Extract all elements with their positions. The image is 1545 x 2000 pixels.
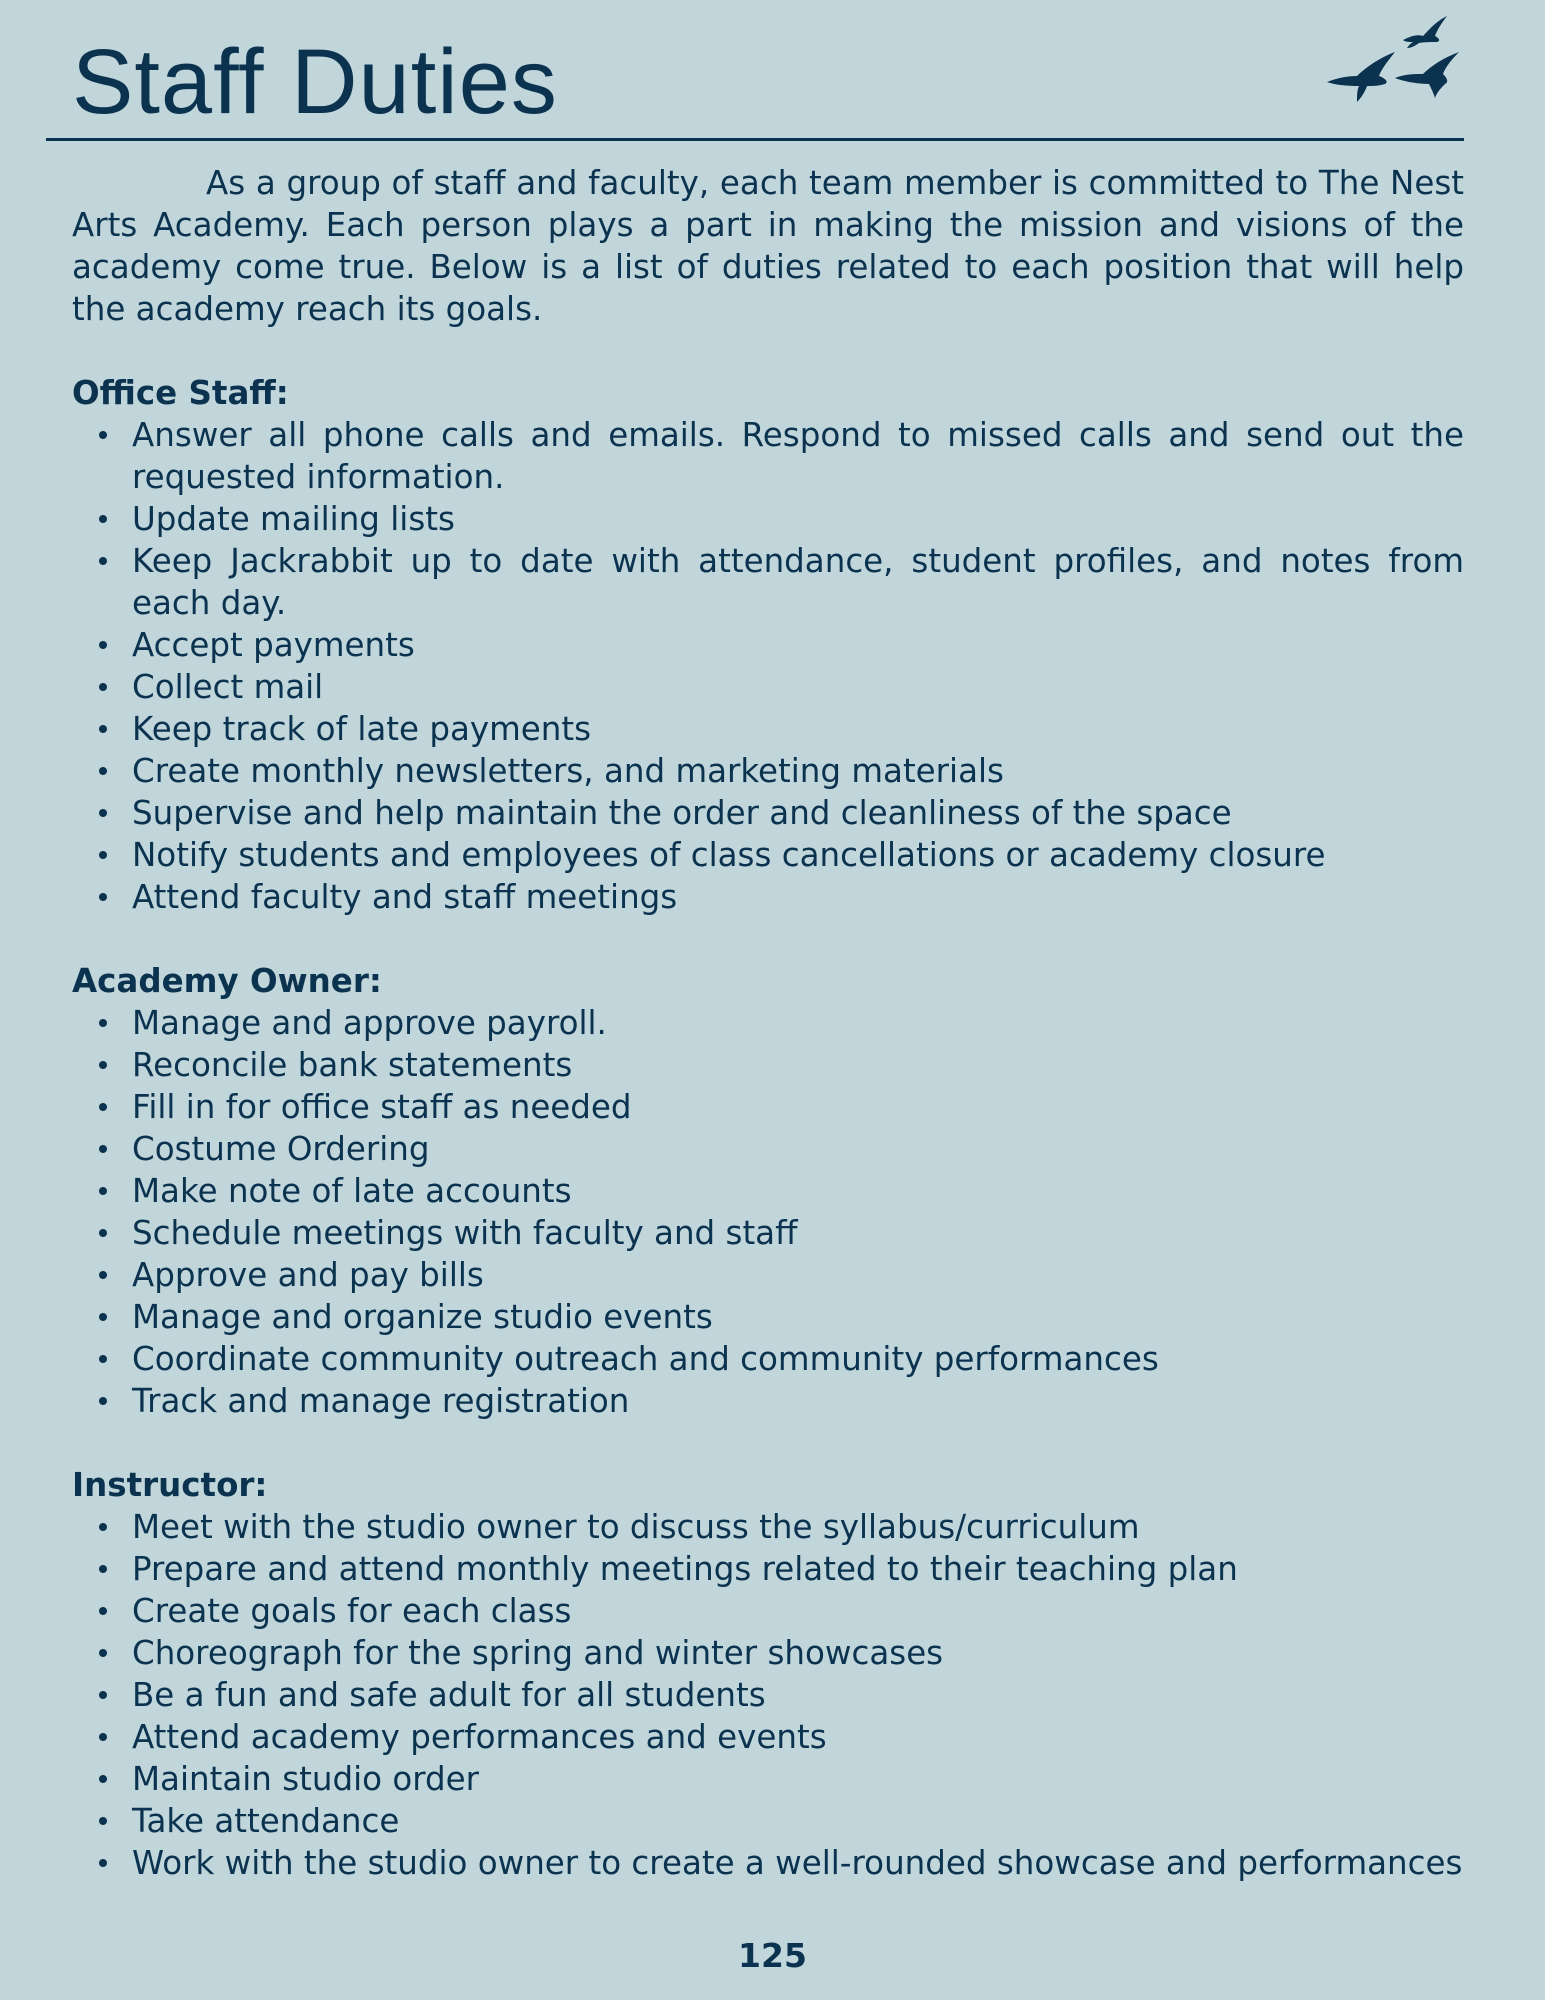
section-heading: Academy Owner: xyxy=(72,962,382,1000)
list-item: Prepare and attend monthly meetings related to their teaching plan xyxy=(132,1548,1464,1590)
list-item: Collect mail xyxy=(132,666,1464,708)
list-item: Choreograph for the spring and winter showcases xyxy=(132,1632,1464,1674)
list-item: Fill in for office staff as needed xyxy=(132,1086,1464,1128)
duty-list xyxy=(72,1002,1464,1422)
list-item: Manage and approve payroll. xyxy=(132,1002,1464,1044)
list-item: Answer all phone calls and emails. Respond to missed calls and send out the requested information. xyxy=(132,416,1464,496)
list-item: Costume Ordering xyxy=(132,1128,1464,1170)
list-item: Reconcile bank statements xyxy=(132,1044,1464,1086)
section-instructor xyxy=(72,1464,1464,1884)
list-item: Coordinate community outreach and community performances xyxy=(132,1338,1464,1380)
page-title: Staff Duties xyxy=(72,31,558,133)
list-item: Track and manage registration xyxy=(132,1380,1464,1422)
list-item: Attend faculty and staff meetings xyxy=(132,876,1464,918)
list-item: Maintain studio order xyxy=(132,1758,1464,1800)
list-item: Create goals for each class xyxy=(132,1590,1464,1632)
flying-birds-icon xyxy=(1325,12,1473,107)
list-item: Manage and organize studio events xyxy=(132,1296,1464,1338)
list-item: Keep Jackrabbit up to date with attendance, student profiles, and notes from each day. xyxy=(132,542,1464,622)
list-item: Approve and pay bills xyxy=(132,1254,1464,1296)
intro-paragraph: As a group of staff and faculty, each team member is committed to The Nest Arts Academy. Each person plays a part in making the mission and visions of the academy come true. Below is a list of duties related to each position that will help the academy reach its goals. xyxy=(72,164,1464,328)
list-item: Update mailing lists xyxy=(132,498,1464,540)
section-heading: Office Staff: xyxy=(72,374,289,412)
section-heading: Instructor: xyxy=(72,1466,268,1504)
section-office-staff xyxy=(72,372,1464,918)
list-item: Take attendance xyxy=(132,1800,1464,1842)
list-item: Work with the studio owner to create a well-rounded showcase and performances xyxy=(132,1844,1463,1882)
list-item: Schedule meetings with faculty and staff xyxy=(132,1212,1464,1254)
list-item: Attend academy performances and events xyxy=(132,1716,1464,1758)
page-number: 125 xyxy=(738,1936,807,1975)
list-item: Notify students and employees of class cancellations or academy closure xyxy=(132,834,1464,876)
document-body xyxy=(72,162,1464,1884)
list-item: Make note of late accounts xyxy=(132,1170,1464,1212)
list-item: Be a fun and safe adult for all students xyxy=(132,1674,1464,1716)
title-divider xyxy=(46,138,1464,141)
duty-list xyxy=(72,1506,1464,1884)
section-academy-owner xyxy=(72,960,1464,1422)
list-item: Meet with the studio owner to discuss the syllabus/curriculum xyxy=(132,1506,1464,1548)
list-item: Create monthly newsletters, and marketing materials xyxy=(132,750,1464,792)
list-item: Keep track of late payments xyxy=(132,708,1464,750)
list-item: Accept payments xyxy=(132,624,1464,666)
duty-list xyxy=(72,414,1464,918)
list-item: Supervise and help maintain the order and cleanliness of the space xyxy=(132,792,1464,834)
